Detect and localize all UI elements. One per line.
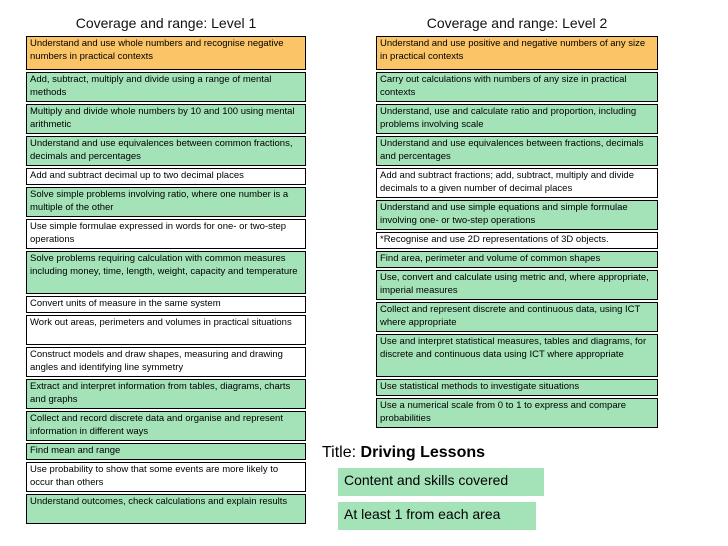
at-least-one-label: At least 1 from each area	[338, 502, 536, 530]
level1-item: Understand and use whole numbers and recognise negative numbers in practical contexts	[26, 36, 306, 70]
level1-item: Work out areas, perimeters and volumes in practical situations	[26, 315, 306, 345]
level1-item: Collect and record discrete data and organise and represent information in different ways	[26, 411, 306, 441]
level2-item: Carry out calculations with numbers of any size in practical contexts	[376, 72, 658, 102]
level2-item: *Recognise and use 2D representations of 3D objects.	[376, 232, 658, 249]
title-value: Driving Lessons	[360, 444, 486, 461]
level2-item: Understand and use positive and negative numbers of any size in practical contexts	[376, 36, 658, 70]
level2-item: Collect and represent discrete and continuous data, using ICT where appropriate	[376, 302, 658, 332]
level2-item: Understand and use simple equations and simple formulae involving one- or two-step operations	[376, 200, 658, 230]
level2-item: Understand and use equivalences between fractions, decimals and percentages	[376, 136, 658, 166]
level1-item: Understand outcomes, check calculations and explain results	[26, 494, 306, 524]
level1-item: Use probability to show that some events are more likely to occur than others	[26, 462, 306, 492]
level2-item: Use, convert and calculate using metric and, where appropriate, imperial measures	[376, 270, 658, 300]
level1-item: Extract and interpret information from tables, diagrams, charts and graphs	[26, 379, 306, 409]
content-skills-label: Content and skills covered	[338, 468, 544, 496]
level1-item: Multiply and divide whole numbers by 10 and 100 using mental arithmetic	[26, 104, 306, 134]
level1-item: Add and subtract decimal up to two decimal places	[26, 168, 306, 185]
level1-item: Convert units of measure in the same system	[26, 296, 306, 313]
level2-item: Add and subtract fractions; add, subtract, multiply and divide decimals to a given number of decimal places	[376, 168, 658, 198]
level1-heading: Coverage and range: Level 1	[75, 15, 257, 31]
level1-item: Use simple formulae expressed in words for one- or two-step operations	[26, 219, 306, 249]
level2-item: Use a numerical scale from 0 to 1 to express and compare probabilities	[376, 398, 658, 428]
level1-column	[26, 36, 306, 526]
level2-item: Use and interpret statistical measures, tables and diagrams, for discrete and continuous data using ICT where appropriate	[376, 334, 658, 377]
level2-heading: Coverage and range: Level 2	[426, 15, 608, 31]
level1-item: Understand and use equivalences between common fractions, decimals and percentages	[26, 136, 306, 166]
document-title	[322, 444, 485, 462]
level1-item: Construct models and draw shapes, measuring and drawing angles and identifying line symmetry	[26, 347, 306, 377]
level1-item: Solve problems requiring calculation with common measures including money, time, length, weight, capacity and temperature	[26, 251, 306, 294]
level1-item: Solve simple problems involving ratio, where one number is a multiple of the other	[26, 187, 306, 217]
level2-item: Find area, perimeter and volume of common shapes	[376, 251, 658, 268]
level1-item: Add, subtract, multiply and divide using a range of mental methods	[26, 72, 306, 102]
level2-item: Understand, use and calculate ratio and proportion, including problems involving scale	[376, 104, 658, 134]
level1-item: Find mean and range	[26, 443, 306, 460]
level2-column	[376, 36, 658, 430]
title-label: Title:	[322, 444, 357, 461]
level2-item: Use statistical methods to investigate situations	[376, 379, 658, 396]
